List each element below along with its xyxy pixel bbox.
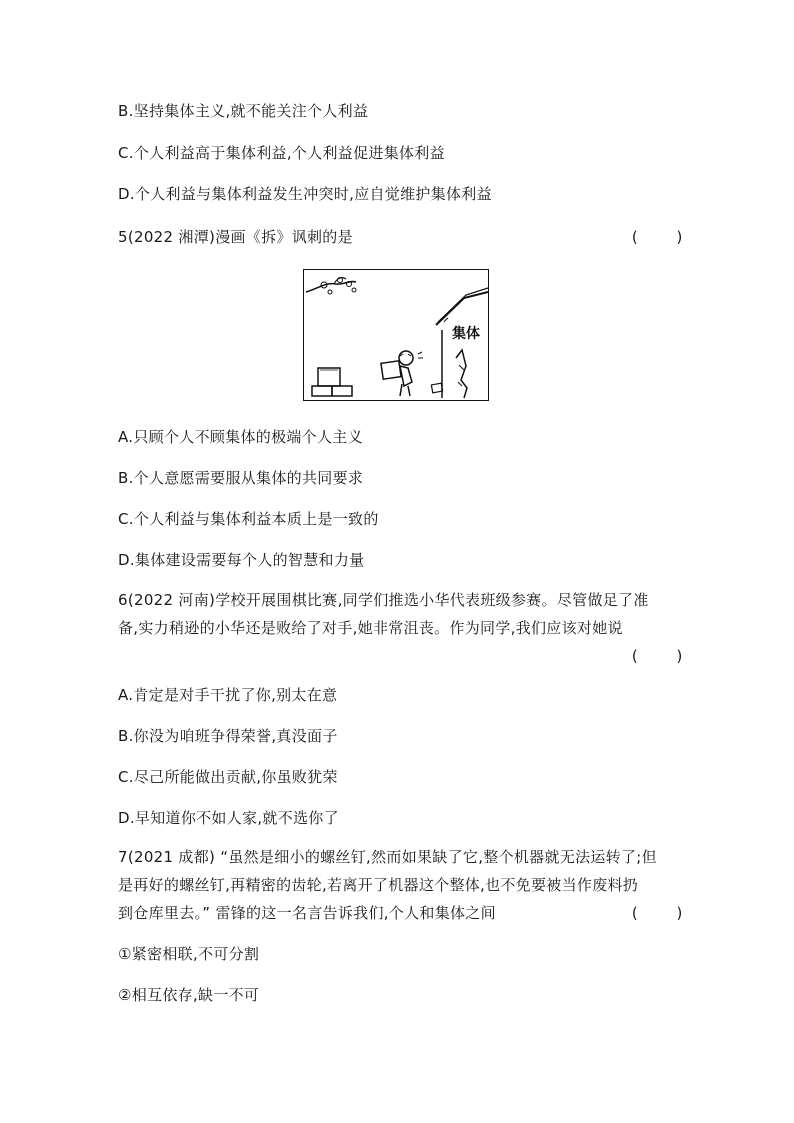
q5-option-d: D.集体建设需要每个人的智慧和力量 bbox=[118, 551, 365, 569]
cartoon-chai-illustration bbox=[303, 269, 489, 401]
q6-answer-bracket: ( ) bbox=[630, 647, 685, 665]
q6-option-d: D.早知道你不如人家,就不选你了 bbox=[118, 809, 339, 827]
q6-option-a: A.肯定是对手干扰了你,别太在意 bbox=[118, 686, 338, 704]
q4-option-c: C.个人利益高于集体利益,个人利益促进集体利益 bbox=[118, 144, 445, 162]
q5-option-a: A.只顾个人不顾集体的极端个人主义 bbox=[118, 428, 363, 446]
cartoon-building-label: 集体 bbox=[452, 326, 480, 342]
q7-item-1: ①紧密相联,不可分割 bbox=[118, 945, 260, 963]
q4-option-d: D.个人利益与集体利益发生冲突时,应自觉维护集体利益 bbox=[118, 185, 492, 203]
q6-stem-line2: 备,实力稍逊的小华还是败给了对手,她非常沮丧。作为同学,我们应该对她说 bbox=[118, 619, 623, 637]
q7-stem-line2: 是再好的螺丝钉,再精密的齿轮,若离开了机器这个整体,也不免要被当作废料扔 bbox=[118, 876, 639, 894]
q7-stem-line3: 到仓库里去。” 雷锋的这一名言告诉我们,个人和集体之间 bbox=[118, 904, 496, 922]
q7-stem-line1: 7(2021 成都) “虽然是细小的螺丝钉,然而如果缺了它,整个机器就无法运转了;但 bbox=[118, 848, 657, 866]
q6-stem-line1: 6(2022 河南)学校开展围棋比赛,同学们推选小华代表班级参赛。尽管做足了准 bbox=[118, 591, 649, 609]
q7-answer-bracket: ( ) bbox=[630, 904, 685, 922]
q4-option-b: B.坚持集体主义,就不能关注个人利益 bbox=[118, 102, 369, 120]
q5-stem: 5(2022 湘潭)漫画《拆》讽刺的是 bbox=[118, 228, 353, 246]
q5-option-b: B.个人意愿需要服从集体的共同要求 bbox=[118, 469, 364, 487]
q7-item-2: ②相互依存,缺一不可 bbox=[118, 986, 260, 1004]
q5-option-c: C.个人利益与集体利益本质上是一致的 bbox=[118, 510, 379, 528]
q6-option-b: B.你没为咱班争得荣誉,真没面子 bbox=[118, 727, 338, 745]
q6-option-c: C.尽己所能做出贡献,你虽败犹荣 bbox=[118, 768, 338, 786]
q5-answer-bracket: ( ) bbox=[630, 228, 685, 246]
